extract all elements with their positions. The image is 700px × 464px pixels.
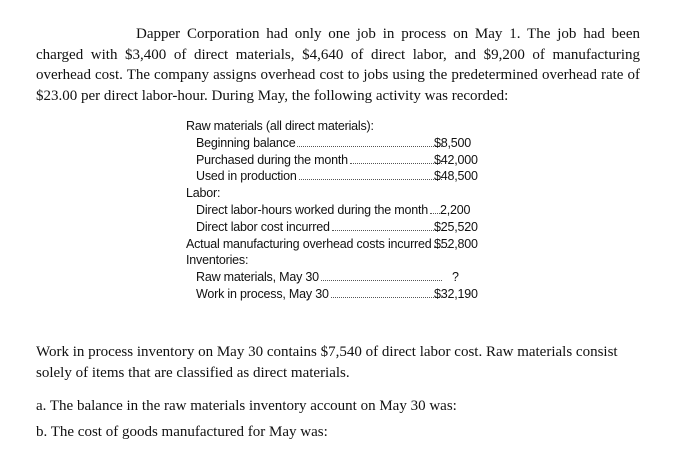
table-row [186,236,486,253]
table-row [186,219,486,236]
raw-materials-heading-text: Raw materials (all direct materials): [186,119,374,133]
question-a: a. The balance in the raw materials inventory account on May 30 was: [36,398,457,414]
question-b: b. The cost of goods manufactured for May was: [36,424,328,440]
activity-table [186,118,486,303]
inventories-heading [186,252,486,269]
leader-dots [297,135,442,147]
used-label: Used in production [196,169,297,184]
overhead-value: $52,800 [434,236,478,251]
labor-heading-text: Labor: [186,186,221,201]
dl-hours-label: Direct labor-hours worked during the month [196,202,428,217]
beginning-balance-value: $8,500 [434,135,472,150]
raw-materials-may30-value: ? [452,270,459,285]
raw-materials-may30-label: Raw materials, May 30 [196,270,319,285]
table-row [186,168,486,185]
wip-may30-value: $32,190 [434,286,478,301]
wip-note-paragraph: Work in process inventory on May 30 contains $7,540 of direct labor cost. Raw materials consist solely of items that are classified as direct materials. [36,344,618,381]
used-value: $48,500 [434,169,478,184]
table-row [186,152,486,169]
table-row [186,286,486,303]
table-row [186,269,486,286]
wip-may30-label: Work in process, May 30 [196,286,329,301]
dl-hours-value: 2,200 [440,202,471,217]
inventories-heading-text: Inventories: [186,253,249,268]
table-row [186,135,486,152]
raw-materials-heading [186,118,486,135]
purchased-label: Purchased during the month [196,152,348,167]
leader-dots [321,269,442,281]
table-row [186,202,486,219]
dl-cost-value: $25,520 [434,219,478,234]
leader-dots [299,168,442,180]
labor-heading [186,185,486,202]
beginning-balance-label: Beginning balance [196,135,296,150]
overhead-label: Actual manufacturing overhead costs incurred [186,236,432,251]
intro-paragraph: Dapper Corporation had only one job in process on May 1. The job had been charged with $3,400 of direct materials, $4,640 of direct labor, and $9,200 of manufacturing overhead cost. The company assigns overhead cost to jobs using the predetermined overhead rate of $23.00 per direct labor-hour. During May, the following activity was recorded: [36,26,640,104]
dl-cost-label: Direct labor cost incurred [196,219,330,234]
purchased-value: $42,000 [434,152,478,167]
